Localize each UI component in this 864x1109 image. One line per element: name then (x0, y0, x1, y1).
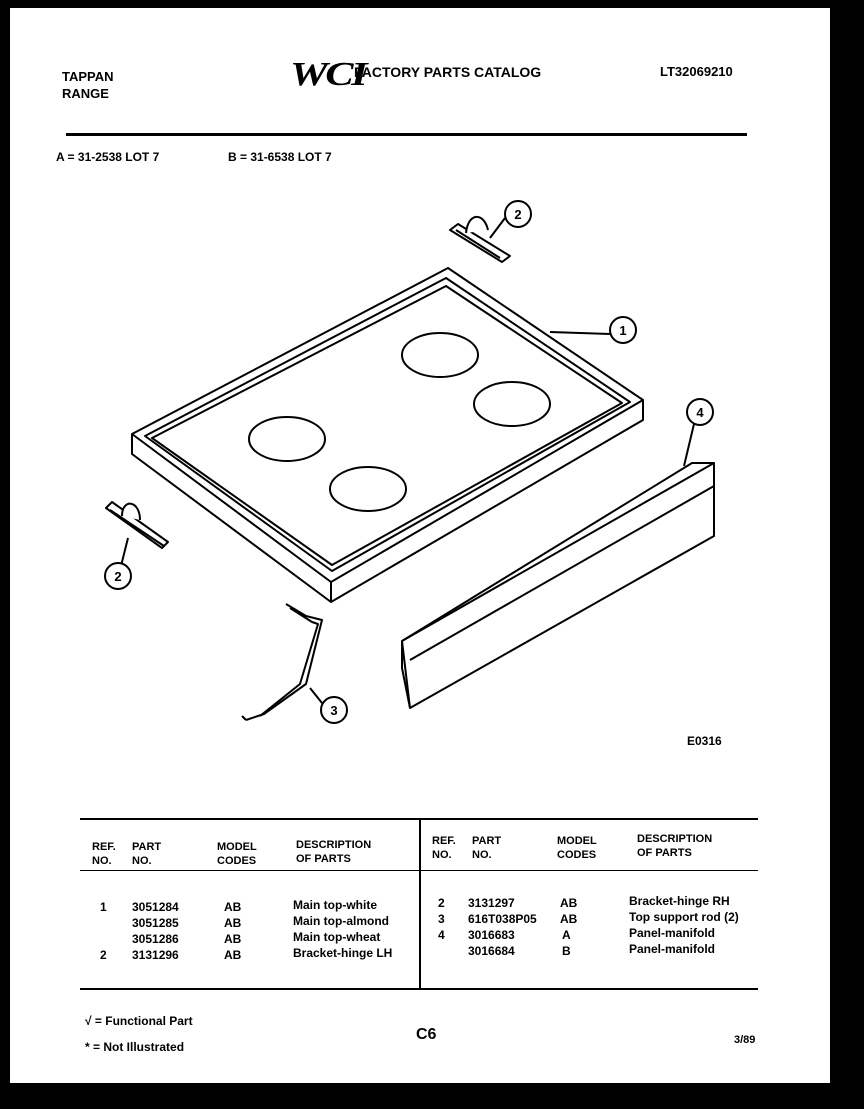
table-row-right-2-ref: 3 (438, 912, 445, 926)
col-model-header: MODEL CODES (217, 841, 257, 867)
col-desc-header: DESCRIPTION OF PARTS (296, 839, 372, 865)
table-row-left-3-codes: AB (224, 932, 242, 946)
callout-2-left-label: 2 (114, 569, 122, 584)
table-row-right-1-ref: 2 (438, 896, 445, 910)
brand-name: TAPPAN (62, 69, 114, 84)
table-row-right-3-part: 3016683 (468, 928, 515, 942)
table-row-right-1-codes: AB (560, 896, 578, 910)
table-row-left-4-codes: AB (224, 948, 242, 962)
table-row-left-2-codes: AB (224, 916, 242, 930)
col-model-header-right: MODEL CODES (557, 835, 597, 861)
table-row-left-4-desc: Bracket-hinge LH (293, 946, 393, 960)
table-row-left-4-part: 3131296 (132, 948, 179, 962)
top-support-rod (242, 604, 322, 720)
product-type: RANGE (62, 86, 109, 101)
table-row-right-4-desc: Panel-manifold (629, 942, 716, 956)
callout-2-left (105, 563, 131, 589)
table-divider (419, 820, 421, 990)
not-illustrated-legend: * = Not Illustrated (85, 1040, 185, 1054)
table-row-left-3-desc: Main top-wheat (293, 930, 381, 944)
table-row-left-1-codes: AB (224, 900, 242, 914)
col-part-header-right: PART NO. (472, 835, 502, 861)
table-row-right-1-desc: Bracket-hinge RH (629, 894, 730, 908)
functional-part-legend: √ = Functional Part (85, 1014, 193, 1028)
catalog-page (10, 8, 830, 1083)
callout-4-label: 4 (696, 405, 704, 420)
table-row-right-2-codes: AB (560, 912, 578, 926)
table-row-left-2-part: 3051285 (132, 916, 179, 930)
callout-3 (321, 697, 347, 723)
table-header-rule (80, 870, 758, 871)
bracket-hinge-lh (106, 502, 168, 548)
col-ref-header-right: REF. NO. (432, 835, 456, 861)
catalog-title: FACTORY PARTS CATALOG (354, 64, 542, 80)
table-row-left-1-desc: Main top-white (293, 898, 377, 912)
parts-diagram (10, 8, 830, 768)
callout-4 (687, 399, 713, 425)
table-row-right-4-codes: B (562, 944, 571, 958)
callout-1-label: 1 (619, 323, 627, 338)
figure-code: E0316 (687, 734, 722, 748)
table-row-left-3-part: 3051286 (132, 932, 179, 946)
model-b: B = 31-6538 LOT 7 (228, 150, 332, 164)
table-row-right-3-desc: Panel-manifold (629, 926, 716, 940)
table-row-left-4-ref: 2 (100, 948, 107, 962)
catalog-date: 3/89 (734, 1034, 756, 1046)
table-row-right-3-ref: 4 (438, 928, 445, 942)
wci-logo: WCI (290, 56, 366, 93)
table-row-right-3-codes: A (562, 928, 571, 942)
table-row-right-4-part: 3016684 (468, 944, 515, 958)
table-row-right-2-part: 616T038P05 (468, 912, 537, 926)
page-code: C6 (416, 1026, 437, 1043)
callout-1 (610, 317, 636, 343)
table-row-right-1-part: 3131297 (468, 896, 515, 910)
callout-2-top-label: 2 (514, 207, 522, 222)
col-ref-header: REF. NO. (92, 841, 116, 867)
col-part-header: PART NO. (132, 841, 162, 867)
table-bottom-rule (80, 988, 758, 990)
callout-3-label: 3 (330, 703, 338, 718)
table-row-right-2-desc: Top support rod (2) (629, 910, 739, 924)
catalog-number: LT32069210 (660, 64, 733, 79)
table-row-left-1-ref: 1 (100, 900, 107, 914)
table-row-left-2-desc: Main top-almond (293, 914, 389, 928)
model-a: A = 31-2538 LOT 7 (56, 150, 160, 164)
callout-2-top (505, 201, 531, 227)
table-row-left-1-part: 3051284 (132, 900, 179, 914)
col-desc-header-right: DESCRIPTION OF PARTS (637, 833, 713, 859)
